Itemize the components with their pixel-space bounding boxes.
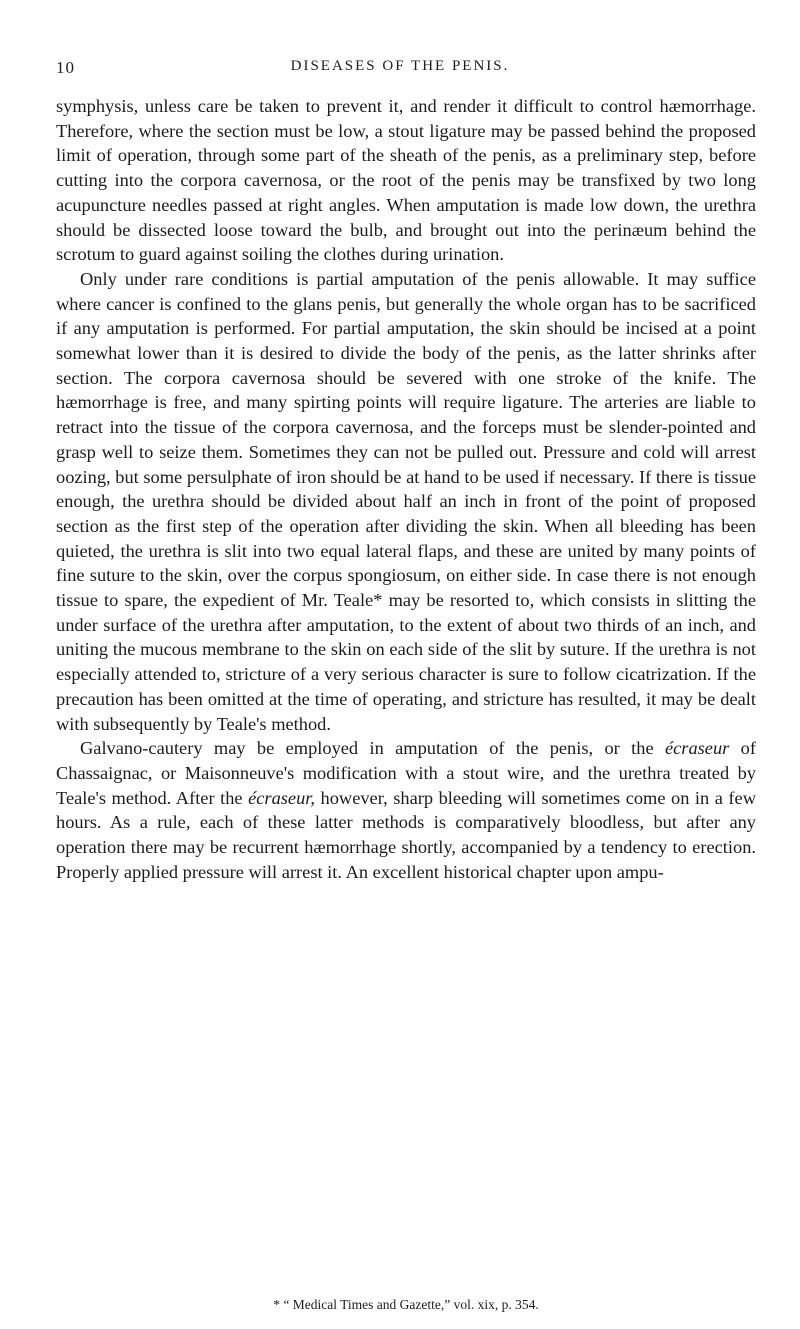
page-number: 10: [56, 58, 75, 77]
body-text: [56, 94, 756, 885]
running-title: DISEASES OF THE PENIS.: [290, 58, 510, 74]
paragraph-3-text-2: of Chassaignac, or Maisonneuve's modification with a stout wire, and the urethra treated by Teale's method. After the: [56, 738, 756, 808]
footnote: * “ Medical Times and Gazette,” vol. xix, p. 354.: [273, 1297, 539, 1312]
paragraph-3-italic-2: écraseur,: [248, 787, 316, 808]
paragraph-3: [56, 736, 756, 884]
paragraph-2: Only under rare conditions is partial amputation of the penis allowable. It may suffice where cancer is confined to the glans penis, but generally the whole organ has to be sacrificed if any amputation is performed. For partial amputation, the skin should be incised at a point somewhat lower than it is desired to divide the body of the penis, as the latter shrinks after section. The corpora cavernosa should be severed with one stroke of the knife. The hæmorrhage is free, and many spirting points will require ligature. The arteries are liable to retract into the tissue of the corpora cavernosa, and the forceps must be slender-pointed and grasp well to seize them. Sometimes they can not be pulled out. Pressure and cold will arrest oozing, but some persulphate of iron should be at hand to be used if necessary. If there is tissue enough, the urethra should be divided about half an inch in front of the point of proposed section as the first step of the operation after dividing the skin. When all bleeding has been quieted, the urethra is slit into two equal lateral flaps, and these are united by many points of fine suture to the skin, over the corpus spongiosum, on either side. In case there is not enough tissue to spare, the expedient of Mr. Teale* may be resorted to, which consists in slitting the under surface of the urethra after amputation, to the extent of about two thirds of an inch, and uniting the mucous membrane to the skin on each side of the slit by suture. If the urethra is not especially attended to, stricture of a very serious character is sure to follow cicatrization. If the precaution has been omitted at the time of operating, and stricture has resulted, it may be dealt with subsequently by Teale's method.: [56, 268, 756, 734]
paragraph-3-italic-1: écraseur: [664, 738, 730, 759]
paragraph-3-text-1: Galvano-cautery may be employed in amputation of the penis, or the: [80, 738, 665, 759]
paragraph-3-text-3: however, sharp bleeding will sometimes come on in a few hours. As a rule, each of these latter methods is comparatively bloodless, but after any operation there may be recurrent hæmorrhage shortly, accompanied by a tendency to erection. Properly applied pressure will arrest it. An excellent historical chapter upon ampu-: [56, 787, 756, 882]
running-head: [0, 58, 800, 82]
paragraph-1: symphysis, unless care be taken to prevent it, and render it difficult to control hæmorrhage. Therefore, where the section must be low, a stout ligature may be passed behind the proposed limit of operation, through some part of the sheath of the penis, as a preliminary step, before cutting into the corpora cavernosa, or the root of the penis may be transfixed by two long acupuncture needles passed at right angles. When amputation is made low down, the urethra should be dissected loose toward the bulb, and brought out into the perinæum behind the scrotum to guard against soiling the clothes during urination.: [56, 96, 756, 265]
